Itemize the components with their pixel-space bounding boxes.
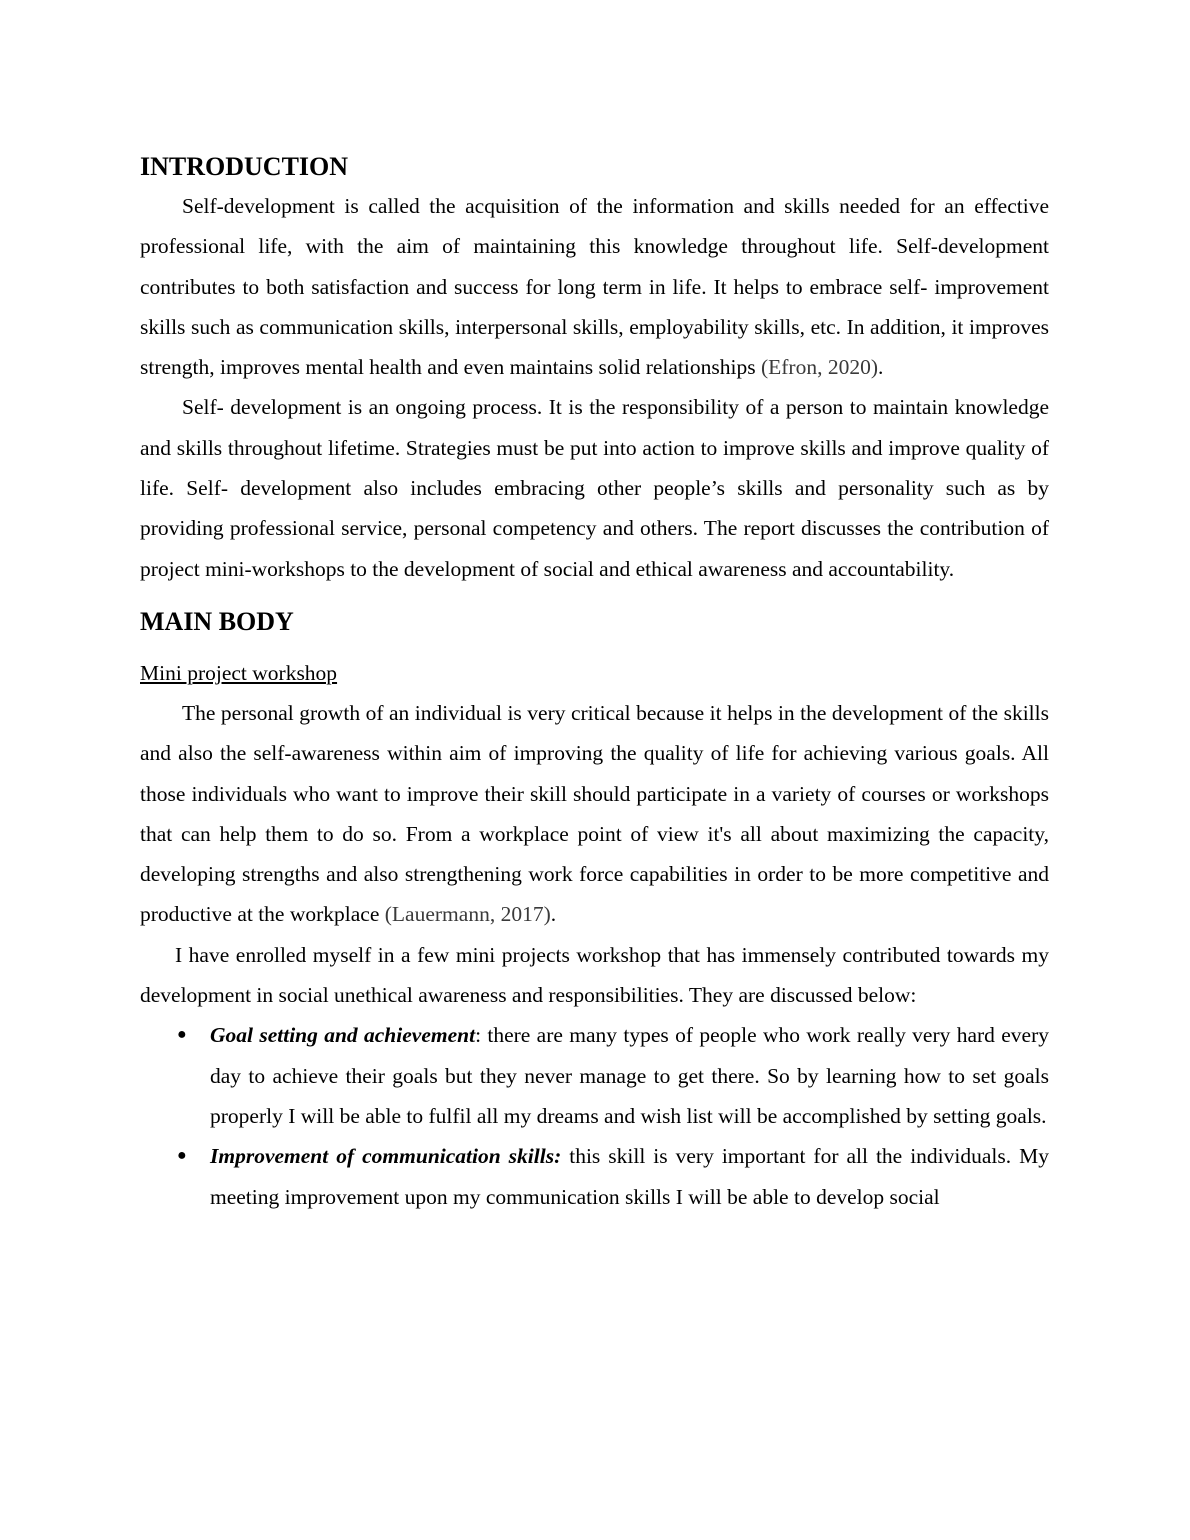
main-paragraph-2 — [140, 935, 1049, 1016]
bullet-goal-setting — [140, 1015, 1049, 1136]
main-paragraph-1-text: The personal growth of an individual is very critical because it helps in the development of the skills and also the self-awareness within aim of improving the quality of life for achieving various goals. All those individuals who want to improve their skill should participate in a variety of courses or workshops that can help them to do so. From a workplace point of view it's all about maximizing the capacity, developing strengths and also strengthening work force capabilities in order to be more competitive and productive at the workplace — [140, 700, 1049, 927]
intro-paragraph-2 — [140, 387, 1049, 588]
intro-paragraph-2-text: Self- development is an ongoing process. It is the responsibility of a person to maintain knowledge and skills throughout lifetime. Strategies must be put into action to improve skills and improve quality of life. Self- development also includes embracing other people’s skills and personality such as by providing professional service, personal competency and others. The report discusses the contribution of project mini-workshops to the development of social and ethical awareness and accountability. — [140, 395, 1049, 581]
bullet-term: Goal setting and achievement — [210, 1023, 476, 1048]
bullet-communication-skills — [140, 1136, 1049, 1217]
bullet-text: this skill is very important for all the individuals. My meeting improvement upon my communication skills I will be able to develop social — [210, 1144, 1049, 1209]
bullet-text: : there are many types of people who work really very hard every day to achieve their goals but they never manage to get there. So by learning how to set goals properly I will be able to fulfil all my dreams and wish list will be accomplished by setting goals. — [210, 1023, 1049, 1128]
intro-paragraph-1-end: . — [878, 355, 884, 380]
main-paragraph-1 — [140, 693, 1049, 935]
main-paragraph-2-text: I have enrolled myself in a few mini projects workshop that has immensely contributed towards my development in social unethical awareness and responsibilities. They are discussed below: — [140, 942, 1049, 1008]
mini-project-subheading: Mini project workshop — [140, 660, 338, 685]
bullet-term: Improvement of communication skills: — [210, 1144, 562, 1169]
introduction-heading: INTRODUCTION — [140, 152, 349, 181]
intro-paragraph-1 — [140, 186, 1049, 387]
bullet-dot-icon: ● — [177, 1147, 187, 1165]
document-page — [140, 148, 1049, 1217]
citation-lauermann: (Lauermann, 2017) — [384, 902, 551, 927]
main-body-heading: MAIN BODY — [140, 606, 294, 636]
bullet-dot-icon: ● — [177, 1026, 187, 1044]
citation-efron: (Efron, 2020) — [760, 355, 879, 380]
main-paragraph-1-end: . — [550, 902, 557, 927]
workshop-bullet-list — [140, 1015, 1049, 1216]
intro-paragraph-1-text: Self-development is called the acquisition of the information and skills needed for an effective professional life, with the aim of maintaining this knowledge throughout life. Self-development contributes to both satisfaction and success for long term in life. It helps to embrace self- improvement skills such as communication skills, interpersonal skills, employability skills, etc. In addition, it improves strength, improves mental health and even maintains solid relationships — [140, 194, 1049, 380]
